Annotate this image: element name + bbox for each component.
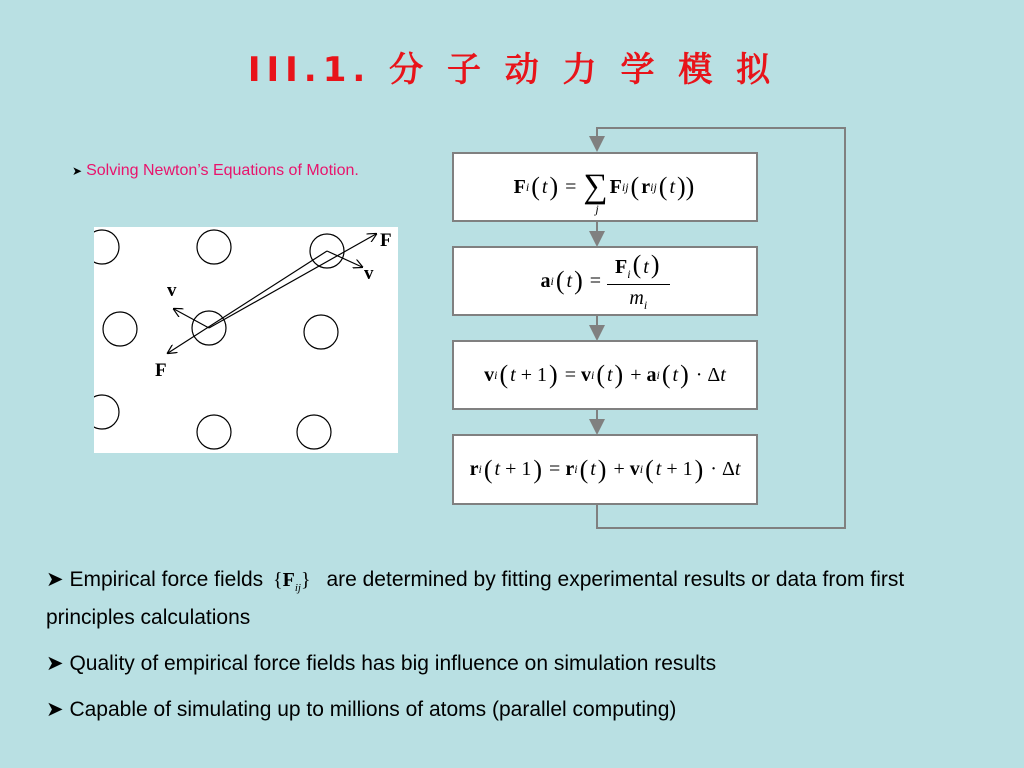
atom [197, 415, 231, 449]
equation-position-update: r i ( t + 1 ) = r i ( t ) + v i ( t + 1 ) · Δ t [452, 434, 758, 505]
atom [297, 415, 331, 449]
bullet-arrow-icon: ➤ [46, 698, 64, 721]
bullet-text: Capable of simulating up to millions of atoms (parallel computing) [69, 698, 677, 721]
label-v-left: v [167, 280, 177, 301]
bullet-item [46, 565, 986, 632]
label-F-top: F [380, 230, 392, 251]
bullet-arrow-icon: ➤ [46, 652, 64, 675]
bullet-text: Quality of empirical force fields has big influence on simulation results [69, 652, 717, 675]
subtitle-line [72, 162, 359, 180]
atom [304, 315, 338, 349]
bullet-item [46, 695, 986, 724]
bullet-item [46, 649, 986, 678]
bullet-list [46, 565, 986, 741]
atom [103, 312, 137, 346]
equation-acceleration: a i ( t ) = $\frac{F_i( t)}{m_i}$ [452, 246, 758, 316]
atom [94, 230, 119, 264]
subtitle-text: Solving Newton’s Equations of Motion. [86, 162, 359, 179]
atom [94, 395, 119, 429]
bullet-arrow-icon: ➤ [72, 164, 83, 178]
particle-diagram [94, 227, 398, 453]
equation-force-sum: F i ( t ) = ∑ j F ij ( r ij ( t )) [452, 152, 758, 222]
bullet-arrow-icon: ➤ [46, 568, 64, 591]
bullet-text: Empirical force fields [69, 568, 264, 591]
equation-velocity-update: v i ( t + 1 ) = v i ( t ) + a i ( t ) · Δ t [452, 340, 758, 410]
label-v-top: v [364, 263, 374, 284]
particle-diagram-svg [94, 227, 398, 453]
slide-title: III.1. 分 子 动 力 学 模 拟 [247, 50, 777, 90]
atom [197, 230, 231, 264]
bullet-text: are determined by fitting experimental results or data from first principles calculations [46, 568, 905, 629]
force-field-symbol: $\{F_{ij}\}$ [273, 569, 311, 594]
force-arrow-up [209, 234, 376, 328]
force-arrow-down [168, 251, 327, 353]
label-F-bottom: F [155, 360, 167, 381]
